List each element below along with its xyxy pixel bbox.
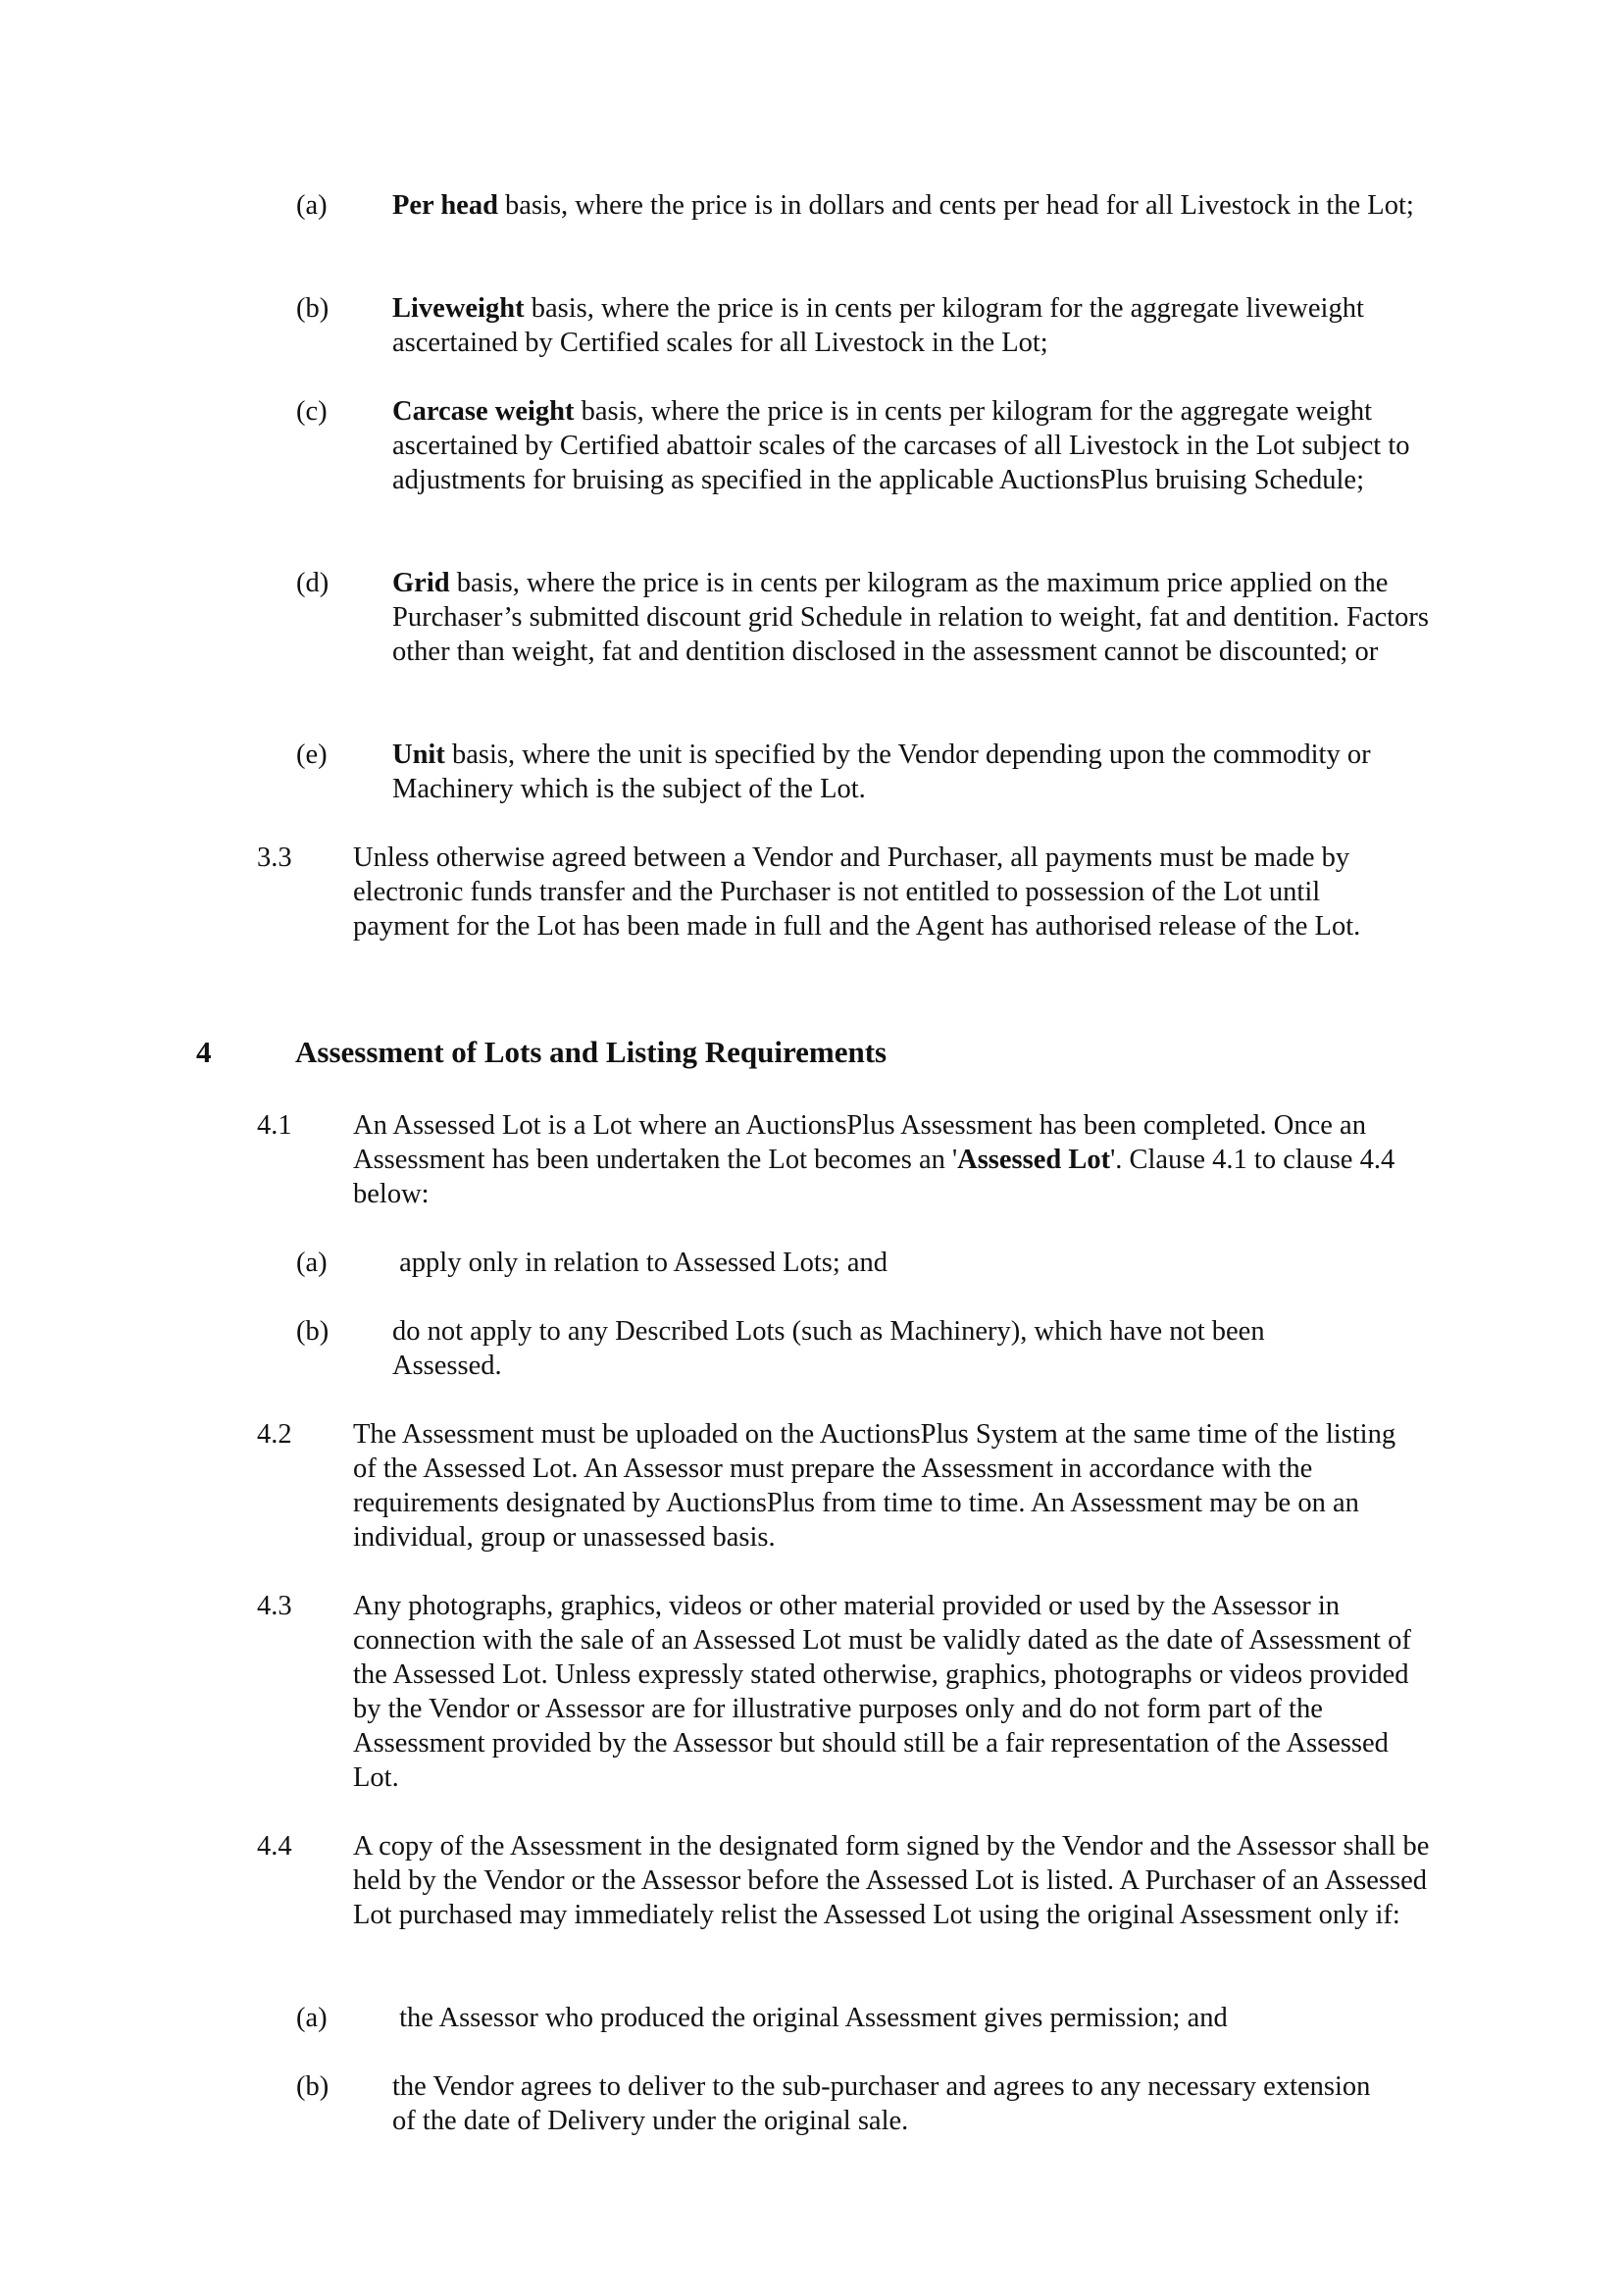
item-label: (e): [296, 740, 328, 770]
item-text: apply only in relation to Assessed Lots; and: [392, 1248, 888, 1278]
item-text: do not apply to any Described Lots (such as Machinery), which have not been Assessed.: [392, 1316, 1265, 1381]
clause-text: The Assessment must be uploaded on the AuctionsPlus System at the same time of the listing of the Assessed Lot. An Assessor must prepare the Assessment in accordance with the requirements designated by AuctionsPlus from time to time. An Assessment may be on an individual, group or unassessed basis.: [353, 1419, 1396, 1553]
item-term: Liveweight: [392, 293, 525, 324]
item-label: (c): [296, 396, 328, 427]
clause-number: 4.4: [257, 1831, 292, 1862]
item-text: Liveweight basis, where the price is in cents per kilogram for the aggregate liveweight ascertained by Certified scales for all Livestock in the Lot;: [392, 293, 1364, 358]
item-label: (a): [296, 2003, 328, 2033]
clause-text: Unless otherwise agreed between a Vendor and Purchaser, all payments must be made by electronic funds transfer and the Purchaser is not entitled to possession of the Lot until payment for the Lot has been made in full and the Agent has authorised release of the Lot.: [353, 842, 1361, 942]
clause-number: 4.2: [257, 1419, 292, 1450]
item-label: (b): [296, 293, 330, 324]
clause-text: An Assessed Lot is a Lot where an AuctionsPlus Assessment has been completed. Once an Assessment has been undertaken the Lot becomes an 'Assessed Lot'. Clause 4.1 to clause 4.4 below:: [353, 1110, 1395, 1209]
item-label: (b): [296, 2071, 330, 2102]
defined-term: Assessed Lot: [957, 1145, 1111, 1175]
item-text: the Vendor agrees to deliver to the sub-purchaser and agrees to any necessary extension of the date of Delivery under the original sale.: [392, 2071, 1371, 2136]
section-number: 4: [196, 1035, 212, 1069]
item-term: Per head: [392, 190, 498, 221]
clause-number: 4.3: [257, 1591, 292, 1621]
item-text: Per head basis, where the price is in dollars and cents per head for all Livestock in the Lot;: [392, 190, 1414, 221]
item-label: (b): [296, 1316, 330, 1347]
clause-number: 4.1: [257, 1110, 292, 1141]
item-text: Unit basis, where the unit is specified by the Vendor depending upon the commodity or Machinery which is the subject of the Lot.: [392, 740, 1371, 804]
clause-text: A copy of the Assessment in the designated form signed by the Vendor and the Assessor shall be held by the Vendor or the Assessor before the Assessed Lot is listed. A Purchaser of an Assessed Lot purchased may immediately relist the Assessed Lot using the original Assessment only if:: [353, 1831, 1430, 1930]
item-label: (a): [296, 1248, 328, 1278]
item-text: Grid basis, where the price is in cents per kilogram as the maximum price applied on the Purchaser’s submitted discount grid Schedule in relation to weight, fat and dentition. Factors other than weight, fat and dentition disclosed in the assessment cannot be discounted; or: [392, 568, 1429, 667]
clause-text: Any photographs, graphics, videos or other material provided or used by the Assessor in connection with the sale of an Assessed Lot must be validly dated as the date of Assessment of the Assessed Lot. Unless expressly stated otherwise, graphics, photographs or videos provided by the Vendor or Assessor are for illustrative purposes only and do not form part of the Assessment provided by the Assessor but should still be a fair representation of the Assessed Lot.: [353, 1591, 1411, 1793]
item-text: Carcase weight basis, where the price is in cents per kilogram for the aggregate weight ascertained by Certified abattoir scales of the carcases of all Livestock in the Lot subject to adjustments for bruising as specified in the applicable AuctionsPlus bruising Schedule;: [392, 396, 1410, 495]
item-term: Unit: [392, 740, 445, 770]
item-term: Grid: [392, 568, 450, 598]
item-label: (a): [296, 190, 328, 221]
clause-number: 3.3: [257, 842, 292, 873]
item-label: (d): [296, 568, 330, 598]
section-title: Assessment of Lots and Listing Requirements: [295, 1035, 888, 1069]
item-term: Carcase weight: [392, 396, 575, 427]
item-text: the Assessor who produced the original Assessment gives permission; and: [392, 2003, 1228, 2033]
